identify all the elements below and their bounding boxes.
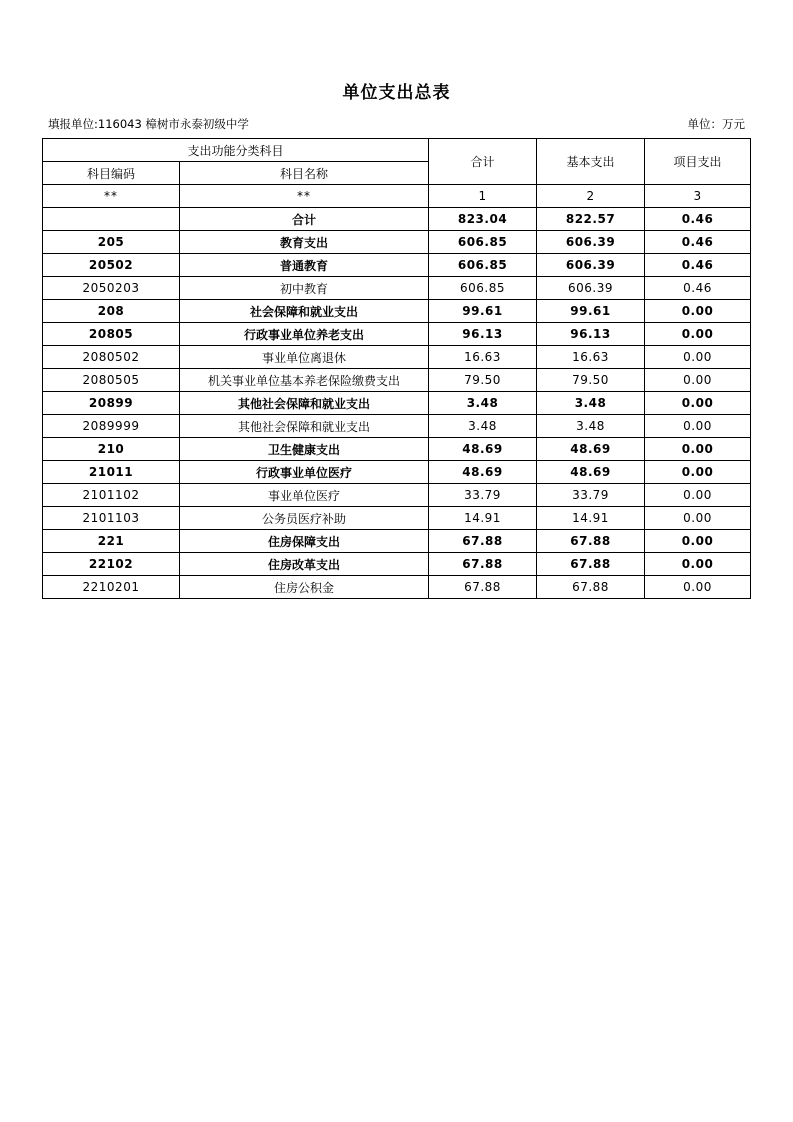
cell-subject-code: 208 xyxy=(43,300,180,323)
header-subject-name: 科目名称 xyxy=(180,162,429,185)
table-row xyxy=(43,323,751,346)
cell-project: 0.46 xyxy=(645,231,751,254)
cell-subject-code: 2080502 xyxy=(43,346,180,369)
cell-subject-name: 教育支出 xyxy=(180,231,429,254)
cell-basic: 48.69 xyxy=(537,461,645,484)
cell-subject-name: 卫生健康支出 xyxy=(180,438,429,461)
cell-basic: 16.63 xyxy=(537,346,645,369)
cell-project: 0.00 xyxy=(645,576,751,599)
cell-subject-name: 社会保障和就业支出 xyxy=(180,300,429,323)
table-body xyxy=(43,208,751,599)
header-group-function-category: 支出功能分类科目 xyxy=(43,139,429,162)
cell-project: 0.00 xyxy=(645,438,751,461)
filing-unit-label: 填报单位:116043 樟树市永泰初级中学 xyxy=(48,117,249,131)
amount-unit-label: 单位：万元 xyxy=(687,117,745,131)
cell-subject-code: 21011 xyxy=(43,461,180,484)
header-subject-code: 科目编码 xyxy=(43,162,180,185)
cell-total: 3.48 xyxy=(429,392,537,415)
cell-total: 16.63 xyxy=(429,346,537,369)
table-row xyxy=(43,369,751,392)
cell-subject-name: 公务员医疗补助 xyxy=(180,507,429,530)
cell-subject-name: 机关事业单位基本养老保险缴费支出 xyxy=(180,369,429,392)
cell-project: 0.00 xyxy=(645,300,751,323)
cell-project: 0.46 xyxy=(645,208,751,231)
cell-total: 67.88 xyxy=(429,576,537,599)
cell-basic: 79.50 xyxy=(537,369,645,392)
table-header xyxy=(43,139,751,208)
cell-subject-code: 2101103 xyxy=(43,507,180,530)
cell-project: 0.00 xyxy=(645,323,751,346)
table-row xyxy=(43,553,751,576)
cell-project: 0.00 xyxy=(645,415,751,438)
cell-subject-code: 2080505 xyxy=(43,369,180,392)
page-title: 单位支出总表 xyxy=(342,83,451,103)
index-total: 1 xyxy=(429,185,537,208)
cell-basic: 606.39 xyxy=(537,277,645,300)
cell-subject-name: 其他社会保障和就业支出 xyxy=(180,392,429,415)
cell-total: 67.88 xyxy=(429,530,537,553)
header-total: 合计 xyxy=(429,139,537,185)
table-row xyxy=(43,231,751,254)
cell-project: 0.00 xyxy=(645,553,751,576)
cell-project: 0.46 xyxy=(645,254,751,277)
cell-total: 3.48 xyxy=(429,415,537,438)
table-row xyxy=(43,208,751,231)
cell-subject-code: 20502 xyxy=(43,254,180,277)
cell-total: 606.85 xyxy=(429,231,537,254)
cell-subject-code: 210 xyxy=(43,438,180,461)
table-row xyxy=(43,576,751,599)
cell-subject-code: 2101102 xyxy=(43,484,180,507)
cell-subject-code: 2089999 xyxy=(43,415,180,438)
cell-basic: 14.91 xyxy=(537,507,645,530)
index-project: 3 xyxy=(645,185,751,208)
table-header-row-group xyxy=(43,139,751,162)
cell-subject-name: 行政事业单位养老支出 xyxy=(180,323,429,346)
cell-total: 823.04 xyxy=(429,208,537,231)
table-row xyxy=(43,530,751,553)
cell-subject-name: 行政事业单位医疗 xyxy=(180,461,429,484)
cell-project: 0.00 xyxy=(645,461,751,484)
cell-subject-name: 事业单位离退休 xyxy=(180,346,429,369)
index-name: ** xyxy=(180,185,429,208)
cell-subject-name: 住房改革支出 xyxy=(180,553,429,576)
table-row xyxy=(43,461,751,484)
cell-subject-name: 合计 xyxy=(180,208,429,231)
table-row xyxy=(43,346,751,369)
cell-basic: 3.48 xyxy=(537,392,645,415)
cell-subject-code: 20899 xyxy=(43,392,180,415)
cell-total: 67.88 xyxy=(429,553,537,576)
table-row xyxy=(43,438,751,461)
table-row xyxy=(43,484,751,507)
cell-total: 99.61 xyxy=(429,300,537,323)
cell-subject-name: 住房公积金 xyxy=(180,576,429,599)
table-row xyxy=(43,392,751,415)
table-row xyxy=(43,415,751,438)
expenditure-table xyxy=(42,138,751,599)
cell-basic: 33.79 xyxy=(537,484,645,507)
cell-subject-code: 2210201 xyxy=(43,576,180,599)
cell-total: 96.13 xyxy=(429,323,537,346)
table-row xyxy=(43,507,751,530)
table-row xyxy=(43,300,751,323)
cell-subject-code xyxy=(43,208,180,231)
cell-basic: 67.88 xyxy=(537,576,645,599)
cell-basic: 99.61 xyxy=(537,300,645,323)
cell-total: 79.50 xyxy=(429,369,537,392)
cell-project: 0.00 xyxy=(645,369,751,392)
cell-project: 0.00 xyxy=(645,507,751,530)
cell-project: 0.46 xyxy=(645,277,751,300)
table-row xyxy=(43,277,751,300)
cell-subject-name: 普通教育 xyxy=(180,254,429,277)
table-row xyxy=(43,254,751,277)
cell-subject-code: 2050203 xyxy=(43,277,180,300)
cell-subject-name: 其他社会保障和就业支出 xyxy=(180,415,429,438)
cell-basic: 96.13 xyxy=(537,323,645,346)
cell-total: 48.69 xyxy=(429,461,537,484)
header-basic-expenditure: 基本支出 xyxy=(537,139,645,185)
cell-subject-code: 221 xyxy=(43,530,180,553)
cell-total: 14.91 xyxy=(429,507,537,530)
cell-basic: 3.48 xyxy=(537,415,645,438)
cell-subject-code: 22102 xyxy=(43,553,180,576)
cell-basic: 606.39 xyxy=(537,231,645,254)
cell-project: 0.00 xyxy=(645,392,751,415)
cell-total: 606.85 xyxy=(429,254,537,277)
cell-basic: 822.57 xyxy=(537,208,645,231)
cell-project: 0.00 xyxy=(645,346,751,369)
cell-project: 0.00 xyxy=(645,484,751,507)
cell-subject-code: 205 xyxy=(43,231,180,254)
cell-total: 33.79 xyxy=(429,484,537,507)
cell-basic: 67.88 xyxy=(537,530,645,553)
header-project-expenditure: 项目支出 xyxy=(645,139,751,185)
cell-subject-code: 20805 xyxy=(43,323,180,346)
index-code: ** xyxy=(43,185,180,208)
cell-basic: 606.39 xyxy=(537,254,645,277)
table-column-index-row xyxy=(43,185,751,208)
cell-basic: 67.88 xyxy=(537,553,645,576)
cell-subject-name: 事业单位医疗 xyxy=(180,484,429,507)
cell-total: 48.69 xyxy=(429,438,537,461)
index-basic: 2 xyxy=(537,185,645,208)
cell-total: 606.85 xyxy=(429,277,537,300)
cell-subject-name: 初中教育 xyxy=(180,277,429,300)
cell-project: 0.00 xyxy=(645,530,751,553)
cell-basic: 48.69 xyxy=(537,438,645,461)
cell-subject-name: 住房保障支出 xyxy=(180,530,429,553)
